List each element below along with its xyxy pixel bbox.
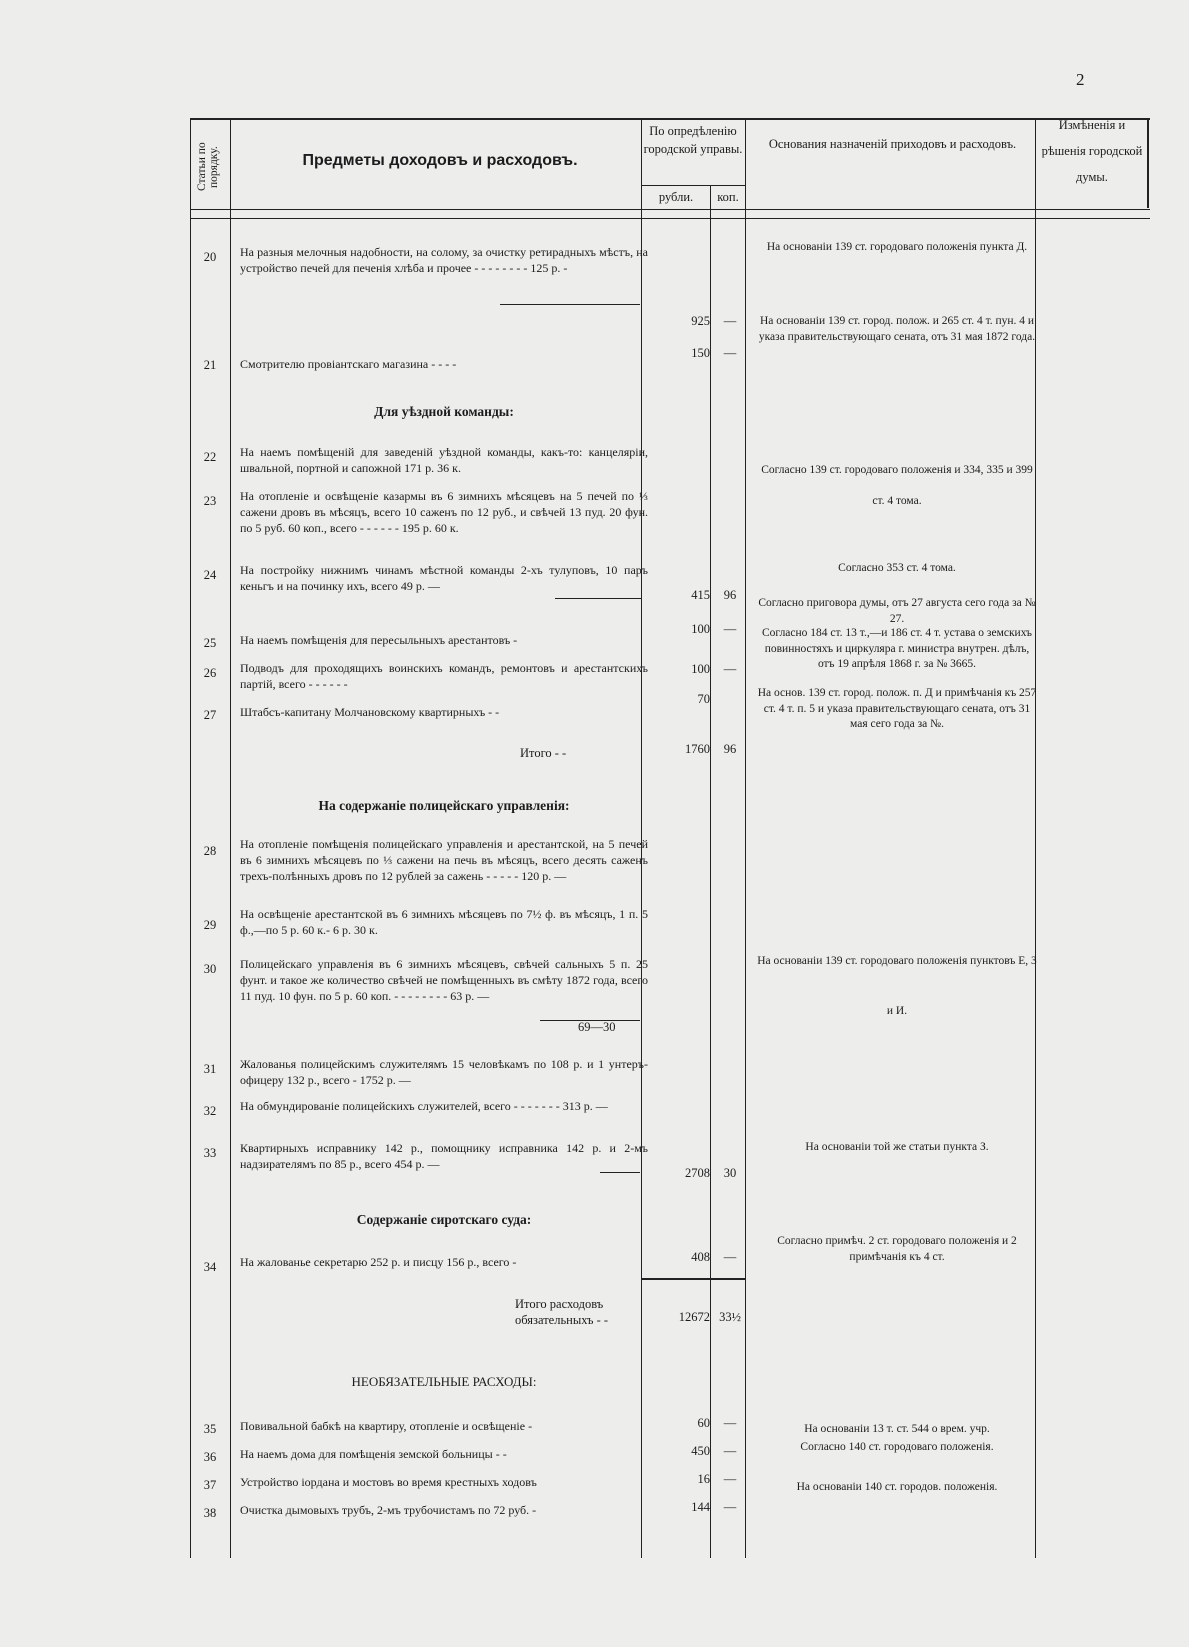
itogo-label: Итого - -: [520, 746, 567, 760]
row-23-number: 23: [203, 494, 217, 508]
mandatory-total-rub: 12672: [678, 1310, 710, 1324]
header-bottom-border: [190, 209, 1150, 210]
row-23-desc: На отопленіе и освѣщеніе казармы въ 6 зимнихъ мѣсяцевъ на 5 печей по ⅓ сажени дровъ въ мѣсяцъ, всего 10 саженъ по 12 руб., и свѣчей 13 пуд. 20 фун. по 5 руб. 60 коп., всего - - - - - - 195 р. 60 к.: [240, 489, 648, 536]
row-24-desc: На постройку нижнимъ чинамъ мѣстной команды 2-хъ тулуповъ, 10 паръ кеньгъ и на починку ихъ, всего 49 р. —: [240, 563, 648, 594]
row-29-number: 29: [203, 918, 217, 932]
header-rub-col: рубли.: [658, 190, 694, 204]
section-uyezd-heading: Для уѣздной команды:: [374, 404, 514, 419]
mandatory-total-line: [641, 1278, 745, 1280]
row-35-rub: 60: [697, 1416, 710, 1430]
row-34-desc: На жалованье секретарю 252 р. и писцу 156 р., всего -: [240, 1255, 517, 1269]
header-article-col: Статьи по порядку.: [196, 142, 220, 192]
row-36-rub: 450: [691, 1444, 710, 1458]
row-20b-kop: —: [723, 314, 737, 328]
row-37-number: 37: [203, 1478, 217, 1492]
row-25-basis: Согласно приговора думы, отъ 27 августа сего года за № 27.: [758, 597, 1036, 625]
row-25-desc: На наемъ помѣщенія для пересыльныхъ арестантовъ -: [240, 633, 518, 647]
row-32-desc: На обмундированіе полицейскихъ служителей, всего - - - - - - - 313 р. —: [240, 1099, 608, 1113]
row-36-basis: Согласно 140 ст. городоваго положенія.: [800, 1441, 994, 1453]
row-33-subtotal-line: [600, 1172, 640, 1173]
table-left-border: [190, 118, 191, 1558]
row-21-desc: Смотрителю провіантскаго магазина - - - -: [240, 357, 457, 371]
row-30-desc: Полицейскаго управленія въ 6 зимнихъ мѣсяцевъ, свѣчей сальныхъ 5 п. 25 фунт. и такое же количество свѣчей не помѣщенныхъ въ смѣту 1872 года, всего 11 пуд. 10 фун. по 5 р. 60 коп. - - - - - - - - 63 р. —: [240, 957, 648, 1004]
row-20b-rub: 925: [691, 314, 710, 328]
row-28-number: 28: [203, 844, 217, 858]
row-25-number: 25: [203, 636, 217, 650]
row-34-kop: —: [723, 1250, 737, 1264]
row-37-desc: Устройство іордана и мостовъ во время крестныхъ ходовъ: [240, 1475, 537, 1489]
row-38-rub: 144: [691, 1500, 710, 1514]
row-22-desc: На наемъ помѣщеній для заведеній уѣздной команды, какъ-то: канцеляріи, швальной, портной и сапожной 171 р. 36 к.: [240, 445, 648, 476]
row-22-basis: Согласно 139 ст. городоваго положенія и 334, 335 и 399 ст. 4 тома.: [761, 464, 1033, 507]
col-divider-basis: [745, 118, 746, 1558]
header-changes-col: Измѣненія и рѣшенія городской думы.: [1041, 118, 1143, 184]
row-33-rub: 2708: [685, 1166, 710, 1180]
itogo-rub: 1760: [685, 742, 710, 756]
row-29-basis: На основаніи 139 ст. городоваго положенія пунктовъ Е, З и И.: [757, 955, 1037, 1017]
row-31-number: 31: [203, 1062, 217, 1076]
row-20-basis: На основаніи 139 ст. городоваго положенія пункта Д.: [766, 241, 1028, 253]
row-35-number: 35: [203, 1422, 217, 1436]
row-27-number: 27: [203, 708, 217, 722]
row-31-desc: Жалованья полицейскимъ служителямъ 15 человѣкамъ по 108 р. и 1 унтеръ-офицеру 132 р., всего - 1752 р. —: [240, 1057, 648, 1088]
row-30-number: 30: [203, 962, 217, 976]
row-27-rub: 70: [697, 692, 710, 706]
row-35-basis: На основаніи 13 т. ст. 544 о врем. учр.: [804, 1423, 990, 1435]
row-24-subtotal-line: [555, 598, 641, 599]
row-26-kop: —: [723, 662, 737, 676]
row-26-desc: Подводъ для проходящихъ воинскихъ командъ, ремонтовъ и арестантскихъ партій, всего - - - - - -: [240, 661, 648, 692]
rub-kop-split: [641, 185, 745, 186]
row-24-number: 24: [203, 568, 217, 582]
row-24-kop: 96: [723, 588, 737, 602]
header-subjects-col: Предметы доходовъ и расходовъ.: [302, 152, 578, 169]
row-34-number: 34: [203, 1260, 217, 1274]
row-38-desc: Очистка дымовыхъ трубъ, 2-мъ трубочистамъ по 72 руб. -: [240, 1503, 537, 1517]
row-38-number: 38: [203, 1506, 217, 1520]
page-number: 2: [1076, 70, 1085, 89]
row-24-basis: Согласно 353 ст. 4 тома.: [838, 562, 956, 574]
table-right-border: [1147, 118, 1149, 208]
row-21-kop: —: [723, 346, 737, 360]
section-police-heading: На содержаніе полицейскаго управленія:: [318, 798, 570, 813]
row-27-basis: На основ. 139 ст. город. полож. п. Д и примѣчанія къ 257 ст. 4 т. п. 5 и указа правительствующаго сената, отъ 31 мая сего года за №.: [757, 687, 1037, 730]
row-28-desc: На отопленіе помѣщенія полицейскаго управленія и арестантской, на 5 печей въ 6 зимнихъ мѣсяцевъ по ⅓ сажени на печь въ мѣсяцъ, всего десять саженъ трехъ-полѣнныхъ дровъ по 12 рублей за сажень - - - - - 120 р. —: [240, 837, 648, 884]
table-top-border: [190, 118, 1150, 120]
row-21-rub: 150: [691, 346, 710, 360]
row-20-subtotal-line: [500, 304, 640, 305]
header-basis-col: Основания назначеній приходовъ и расходовъ.: [768, 137, 1017, 151]
row-26-rub: 100: [691, 662, 710, 676]
row-36-number: 36: [203, 1450, 217, 1464]
row-33-basis: На основаніи той же статьи пункта З.: [805, 1141, 989, 1153]
row-34-rub: 408: [691, 1250, 710, 1264]
row-24-rub: 415: [691, 588, 710, 602]
row-33-desc: Квартирныхъ исправнику 142 р., помощнику исправника 142 р. и 2-мъ надзирателямъ по 85 р., всего 454 р. —: [240, 1141, 648, 1172]
row-37-rub: 16: [697, 1472, 710, 1486]
mandatory-total-label: Итого расходовъ обязательныхъ - -: [515, 1297, 609, 1327]
header-subline: [190, 218, 1150, 219]
itogo-kop: 96: [723, 742, 737, 756]
row-33-number: 33: [203, 1146, 217, 1160]
row-25-rub: 100: [691, 622, 710, 636]
row-37-basis: На основаніи 140 ст. городов. положенія.: [796, 1481, 998, 1493]
row-36-desc: На наемъ дома для помѣщенія земской больницы - -: [240, 1447, 507, 1461]
row-27-desc: Штабсъ-капитану Молчановскому квартирныхъ - -: [240, 705, 500, 719]
row-20-number: 20: [203, 250, 217, 264]
row-33-kop: 30: [723, 1166, 737, 1180]
row-38-kop: —: [723, 1500, 737, 1514]
police-lighting-subtotal: 69—30: [578, 1020, 616, 1034]
row-20b-basis: На основаніи 139 ст. город. полож. и 265 ст. 4 т. пун. 4 и указа правительствующаго сената, отъ 31 мая 1872 года.: [758, 315, 1036, 343]
col-divider-kop: [710, 185, 711, 1558]
row-37-kop: —: [723, 1472, 737, 1486]
col-divider-subjects: [230, 118, 231, 1558]
row-22-number: 22: [203, 450, 217, 464]
row-32-number: 32: [203, 1104, 217, 1118]
row-26-basis: Согласно 184 ст. 13 т.,—и 186 ст. 4 т. устава о земскихъ повинностяхъ и циркуляра г. министра внутрен. дѣлъ, отъ 19 апрѣля 1868 г. за № 3665.: [762, 627, 1032, 670]
row-25-kop: —: [723, 622, 737, 636]
header-kop-col: коп.: [717, 190, 739, 204]
row-26-number: 26: [203, 666, 217, 680]
header-allocation-col: По опредѣленію городской управы.: [643, 124, 743, 156]
section-court-heading: Содержаніе сиротскаго суда:: [356, 1212, 532, 1227]
row-36-kop: —: [723, 1444, 737, 1458]
mandatory-total-kop: 33½: [719, 1310, 741, 1324]
row-29-desc: На освѣщеніе арестантской въ 6 зимнихъ мѣсяцевъ по 7½ ф. въ мѣсяцъ, 1 п. 5 ф.,—по 5 р. 60 к.- 6 р. 30 к.: [240, 907, 648, 938]
section-optional-heading: НЕОБЯЗАТЕЛЬНЫЕ РАСХОДЫ:: [351, 1374, 537, 1389]
row-21-number: 21: [203, 358, 217, 372]
row-20-desc: На разныя мелочныя надобности, на солому, за очистку ретирадныхъ мѣстъ, на устройство печей для печенія хлѣба и прочее - - - - - - - - 125 р. -: [240, 245, 648, 276]
row-35-kop: —: [723, 1416, 737, 1430]
row-34-basis: Согласно примѣч. 2 ст. городоваго положенія и 2 примѣчанія къ 4 ст.: [777, 1235, 1017, 1263]
row-35-desc: Повивальной бабкѣ на квартиру, отопленіе и освѣщеніе -: [240, 1419, 533, 1433]
